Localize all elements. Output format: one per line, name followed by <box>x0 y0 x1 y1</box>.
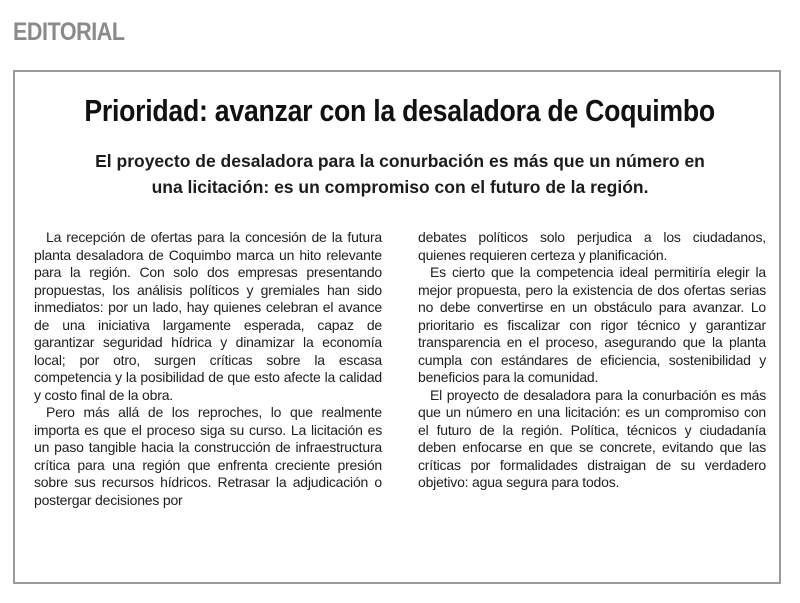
body-paragraph-1: La recepción de ofertas para la concesión de la futura planta desaladora de Coquimbo marca un hito relevante para la región. Con solo dos empresas presentando propuestas, los análisis políticos y gremiales han sido inmediatos: por un lado, hay quienes celebran el avance de una iniciativa largamente esperada, capaz de garantizar seguridad hídrica y dinamizar la economía local; por otro, surgen críticas sobre la escasa competencia y la posibilidad de que esto afecte la calidad y costo final de la obra. <box>34 229 382 403</box>
body-column-left <box>34 229 382 509</box>
body-paragraph-3: Es cierto que la competencia ideal permitiría elegir la mejor propuesta, pero la existencia de dos ofertas serias no debe convertirse en un obstáculo para avanzar. Lo prioritario es fiscalizar con rigor técnico y garantizar transparencia en el proceso, asegurando que la planta cumpla con estándares de eficiencia, sostenibilidad y beneficios para la comunidad. <box>418 264 766 385</box>
body-column-right <box>418 229 766 492</box>
body-paragraph-2-continued: debates políticos solo perjudica a los ciudadanos, quienes requieren certeza y planificación. <box>418 229 766 263</box>
section-label: EDITORIAL <box>13 18 125 46</box>
headline-text: Prioridad: avanzar con la desaladora de Coquimbo <box>84 93 716 128</box>
subheadline: El proyecto de desaladora para la conurbación es más que un número en una licitación: es un compromiso con el futuro de la región. <box>95 151 705 197</box>
body-paragraph-2: Pero más allá de los reproches, lo que realmente importa es que el proceso siga su curso. La licitación es un paso tangible hacia la construcción de infraestructura crítica para una región que enfrenta creciente presión sobre sus recursos hídricos. Retrasar la adjudicación o postergar decisiones por <box>34 404 382 508</box>
body-paragraph-4: El proyecto de desaladora para la conurbación es más que un número en una licitación: es un compromiso con el futuro de la región. Política, técnicos y ciudadanía deben enfocarse en que se concrete, evitando que las críticas por formalidades distraigan de su verdadero objetivo: agua segura para todos. <box>418 386 766 490</box>
headline <box>0 93 800 129</box>
